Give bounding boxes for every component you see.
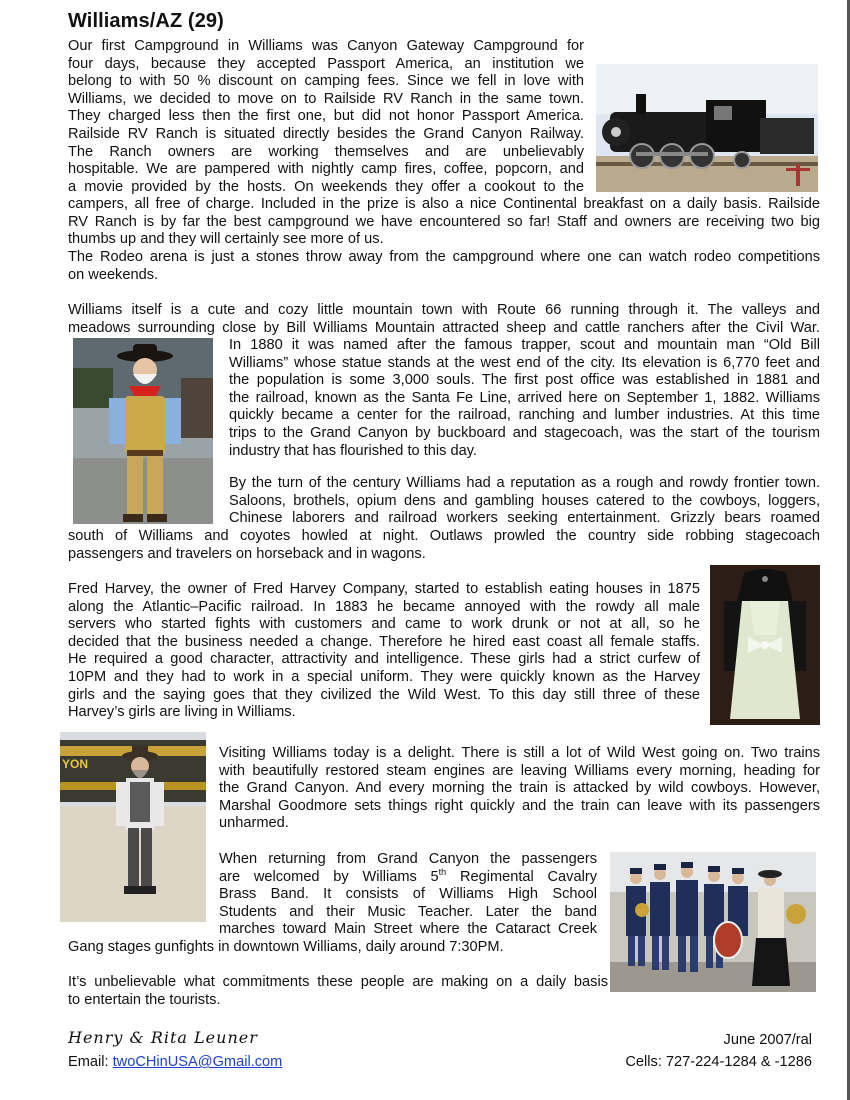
paragraph-visiting: Visiting Williams today is a delight. There is still a lot of Wild West going on. Two trains with beautifully restored steam engines are leaving Williams every morning, heading for the Grand Canyon. And every morning the train is attacked by wild cowboys. However, Marshal Goodmore sets things right quickly and the train can leave with its passengers unharmed. (219, 745, 820, 832)
paragraph-campground-cont: campers, all free of charge. Included in the prize is also a nice Continental breakfast on a daily basis. Railside RV Ranch is by far the best campground we have encountered so far! Staff and owners are receiving two big thumbs up and they will certainly see more of us. (68, 196, 820, 248)
train-sign-text: YON (62, 757, 89, 771)
paragraph-closing: It’s unbelievable what commitments these people are making on a daily basis to entertain the tourists. (68, 974, 608, 1008)
email-row (68, 1054, 282, 1070)
paragraph-frontier-cont: south of Williams and coyotes howled at night. Outlaws prowled the country side robbing stagecoach passengers and travelers on horseback and in wagons. (68, 528, 820, 562)
email-label: Email: (68, 1054, 113, 1070)
paragraph-campground: Our first Campground in Williams was Canyon Gateway Campground for four days, because they accepted Passport America, an institution we belong to with 50 % discount on camping fees. Since we fell in love with Williams, we decided to move on to Railside RV Ranch in the same town. They charged less then the first one, but did not honor Passport America. Railside RV Ranch is situated directly besides the Grand Canyon Railway. The Ranch owners are working themselves and are unbelievably hospitable. We are pampered with nightly camp fires, coffee, popcorn, and a movie provided by the hosts. On weekends they offer a cookout to the (68, 38, 584, 195)
paragraph-frontier: By the turn of the century Williams had a reputation as a rough and rowdy frontier town. Saloons, brothels, opium dens and gambling houses catered to the cowboys, loggers, Chinese laborers and railroad workers seeking entertainment. Grizzly bears roamed (229, 475, 820, 527)
email-link[interactable]: twoCHinUSA@Gmail.com (112, 1054, 283, 1070)
page-title: Williams/AZ (29) (68, 10, 224, 32)
marshal-photo (60, 732, 206, 922)
cowboy-photo (73, 338, 213, 524)
steam-train-photo (596, 64, 818, 192)
publication-date: June 2007/ral (723, 1032, 812, 1048)
paragraph-band: When returning from Grand Canyon the passengers are welcomed by Williams 5th Regimental Cavalry Brass Band. It consists of Williams High School Students and their Music Teacher. Later the band marches toward Main Street where the Cataract Creek (219, 851, 597, 938)
harvey-uniform-photo (710, 565, 820, 725)
phone-numbers: Cells: 727-224-1284 & -1286 (625, 1054, 812, 1070)
paragraph-gunfights: Gang stages gunfights in downtown Williams, daily around 7:30PM. (68, 939, 504, 955)
paragraph-rodeo: The Rodeo arena is just a stones throw away from the campground where one can watch rodeo competitions on weekends. (68, 249, 820, 283)
paragraph-harvey: Fred Harvey, the owner of Fred Harvey Company, started to establish eating houses in 1875 along the Atlantic–Pacific railroad. In 1883 he became annoyed with the rowdy all male servers who started fights with customers and came to work drunk or not at all, so he decided that the business needed a change. Therefore he hired east coast all female staffs. He required a good character, attractivity and intelligence. These girls had a strict curfew of 10PM and they had to work in a special uniform. They were quickly known as the Harvey girls and the saying goes that they civilized the Wild West. To this day still three of these Harvey’s girls are living in Williams. (68, 581, 700, 721)
paragraph-town-intro: Williams itself is a cute and cozy little mountain town with Route 66 running through it. The valleys and meadows surrounding close by Bill Williams Mountain attracted sheep and cattle ranchers after the Civil War. (68, 302, 820, 336)
paragraph-town-history: In 1880 it was named after the famous trapper, scout and mountain man “Old Bill Williams” whose statue stands at the west end of the city. Its elevation is 6,770 feet and the population is some 3,000 souls. The first post office was established in 1881 and the railroad, known as the Santa Fe Line, arrived here on September 1, 1882. Williams quickly became a center for the railroad, ranching and lumber industries. At this time trips to the Grand Canyon by buckboard and stagecoach, was the start of the tourism industry that has flourished to this day. (229, 337, 820, 459)
author-signature: Henry & Rita Leuner (68, 1028, 258, 1047)
brass-band-photo (610, 852, 816, 992)
